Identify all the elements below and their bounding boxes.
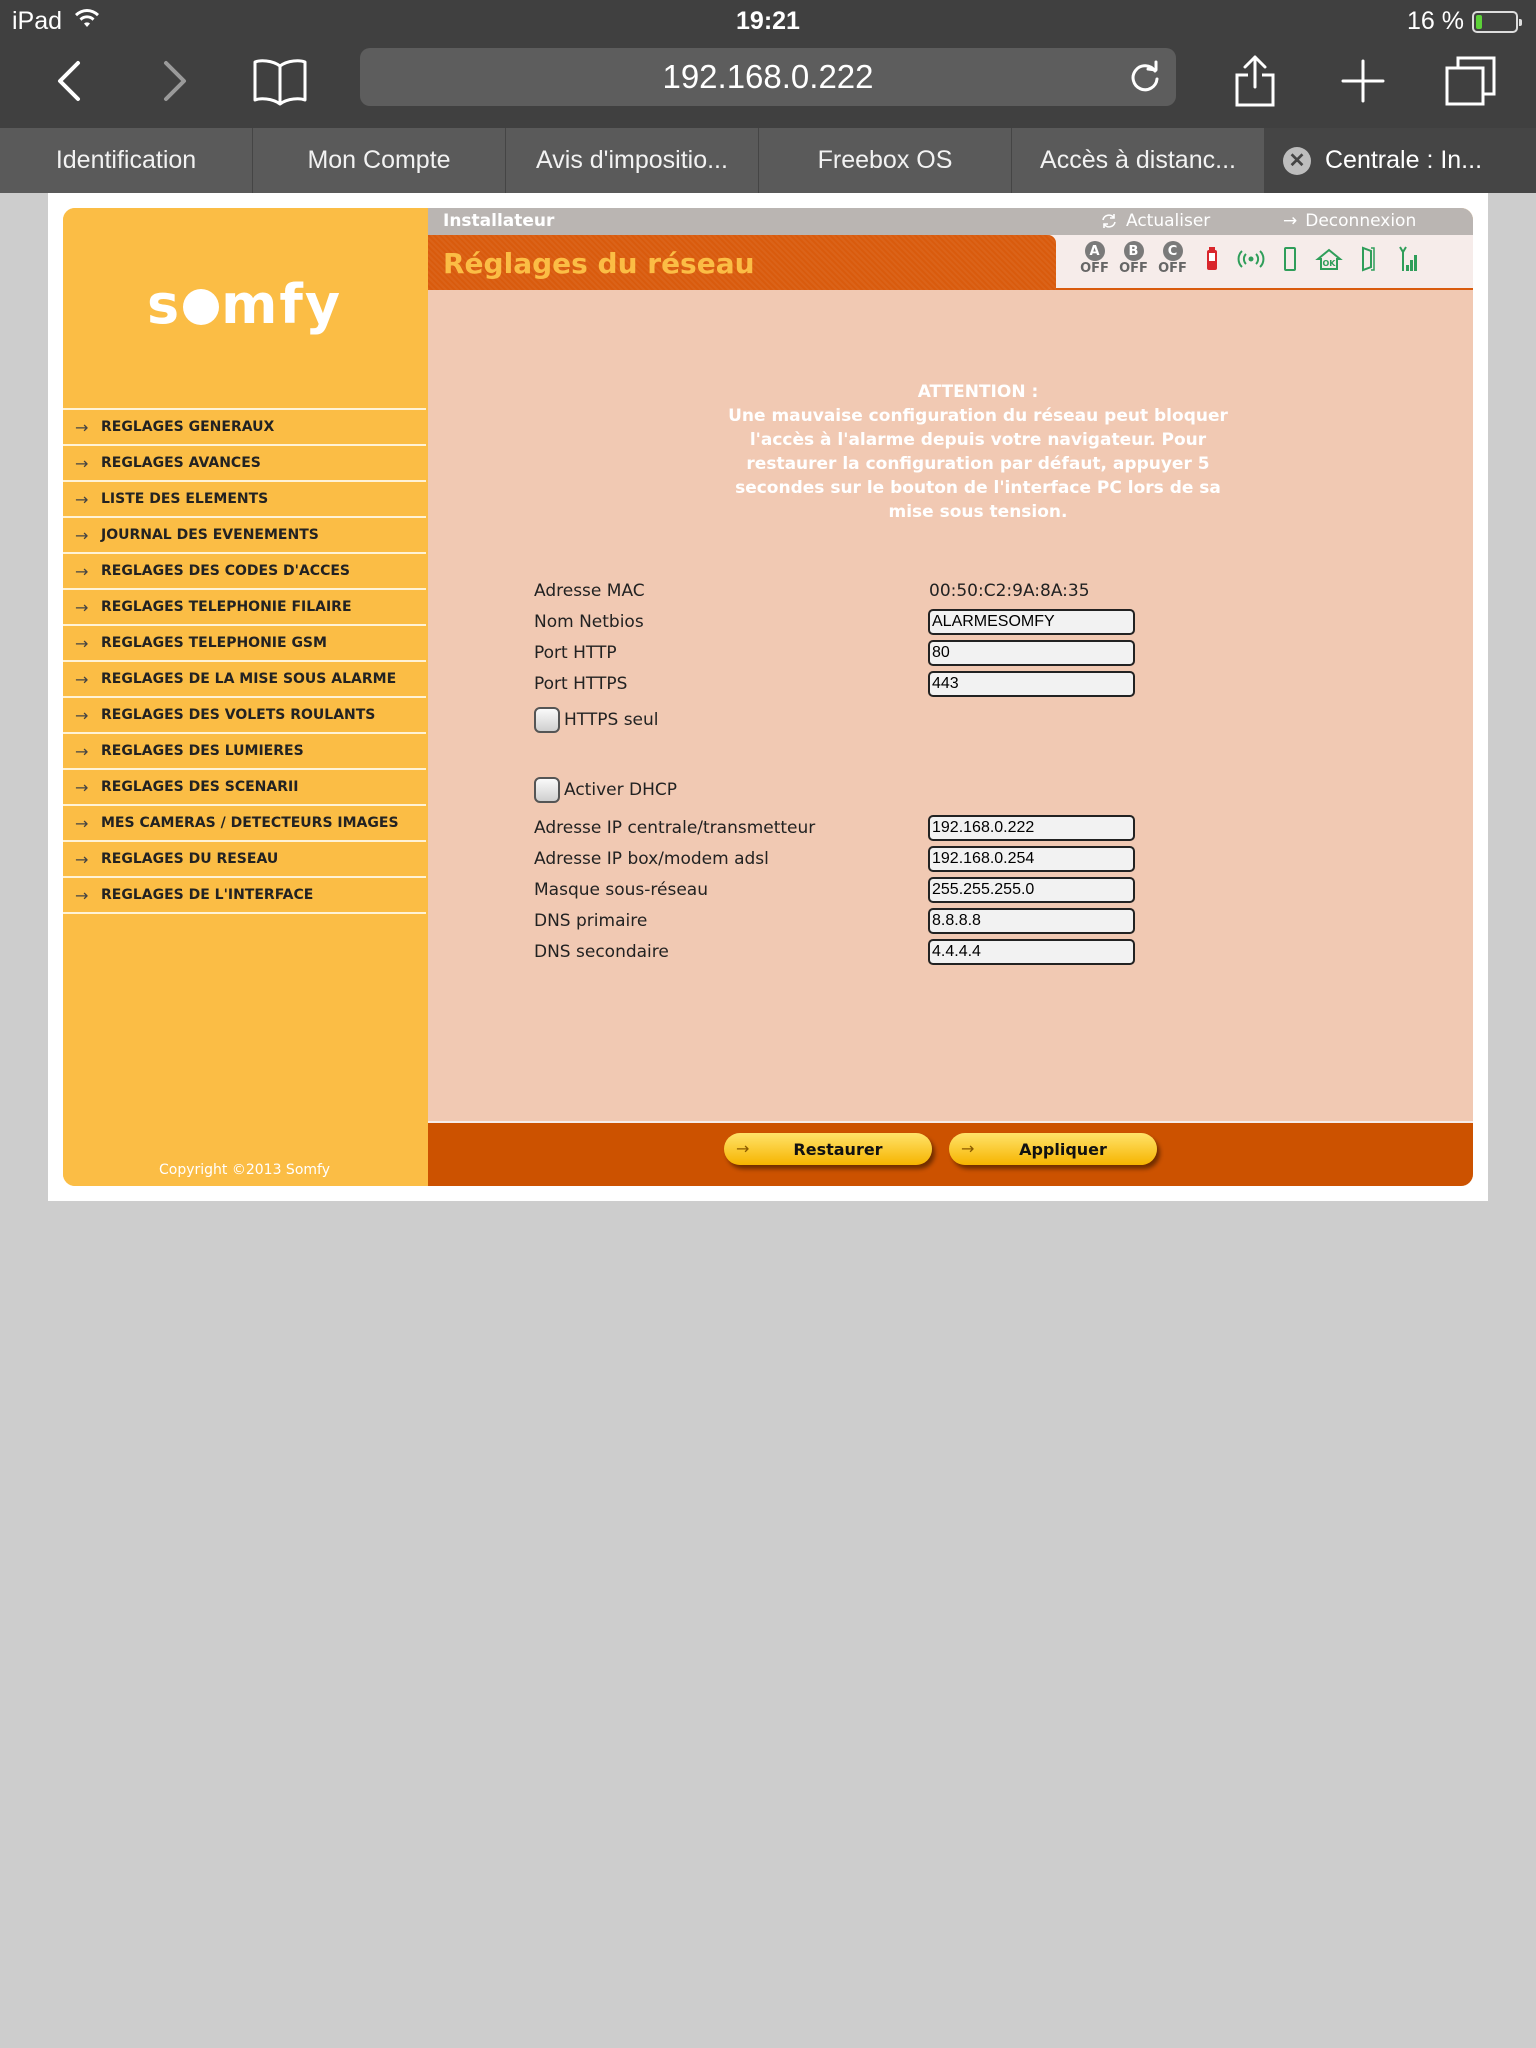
https-port-input[interactable] (928, 671, 1135, 697)
tab-strip (0, 128, 1536, 193)
mac-label: Adresse MAC (534, 581, 645, 601)
action-bar (428, 1121, 1473, 1186)
arrow-right-icon: → (75, 777, 89, 797)
gateway-label: Adresse IP box/modem adsl (534, 849, 769, 869)
warning-line: restaurer la configuration par défaut, appuyer 5 (746, 454, 1210, 474)
status-bar (0, 0, 1536, 40)
https-only-label: HTTPS seul (564, 710, 659, 730)
somfy-frame (63, 208, 1473, 1186)
arrow-right-icon: → (75, 597, 89, 617)
user-role: Installateur (443, 211, 555, 231)
battery-icon (1197, 241, 1226, 277)
menu-journal-evenements[interactable] (63, 518, 426, 554)
menu-mise-sous-alarme[interactable] (63, 662, 426, 698)
top-bar (428, 208, 1473, 235)
arrow-right-icon: → (75, 633, 89, 653)
plus-icon (1339, 57, 1387, 105)
menu-label: JOURNAL DES EVENEMENTS (101, 527, 319, 543)
arrow-right-icon: → (75, 561, 89, 581)
door-icon (1353, 241, 1382, 277)
close-tab-icon[interactable]: ✕ (1283, 147, 1311, 175)
title-box (428, 235, 1056, 290)
row-ip (534, 815, 1434, 843)
netbios-input[interactable] (928, 609, 1135, 635)
arrow-right-icon: → (961, 1139, 975, 1158)
title-bar (428, 235, 1473, 290)
dhcp-checkbox[interactable] (534, 777, 560, 803)
chevron-right-icon (160, 59, 190, 103)
ip-address-input[interactable] (928, 815, 1135, 841)
gateway-input[interactable] (928, 846, 1135, 872)
tab-avis-imposition[interactable] (506, 128, 759, 193)
ip-address-label: Adresse IP centrale/transmetteur (534, 818, 816, 838)
arrow-right-icon: → (75, 813, 89, 833)
tab-acces-distance[interactable] (1012, 128, 1265, 193)
battery-icon (1472, 11, 1518, 33)
dns-primary-label: DNS primaire (534, 911, 648, 931)
tab-mon-compte[interactable] (253, 128, 506, 193)
tab-label: Mon Compte (307, 146, 451, 174)
warning-line: l'accès à l'alarme depuis votre navigateur. Pour (749, 430, 1207, 450)
system-status-icons (1080, 241, 1421, 277)
book-icon (252, 56, 308, 106)
reload-icon[interactable] (1126, 58, 1164, 96)
arrow-right-icon: → (75, 669, 89, 689)
menu-reglages-interface[interactable] (63, 878, 426, 914)
arrow-right-icon: → (75, 849, 89, 869)
menu-codes-acces[interactable] (63, 554, 426, 590)
menu-reglages-generaux[interactable] (63, 410, 426, 446)
menu-label: REGLAGES DES LUMIERES (101, 743, 304, 759)
tab-label: Centrale : In... (1325, 146, 1483, 174)
arrow-right-icon: → (75, 705, 89, 725)
arrow-right-icon: → (1283, 211, 1298, 231)
menu-label: REGLAGES DES VOLETS ROULANTS (101, 707, 376, 723)
apply-label: Appliquer (1019, 1139, 1107, 1159)
zone-state: OFF (1119, 261, 1148, 276)
logo-text: s mfy (146, 273, 343, 336)
refresh-icon (1100, 213, 1118, 229)
tabs-icon (1444, 54, 1498, 108)
tab-label: Accès à distanc... (1040, 146, 1236, 174)
menu-label: REGLAGES GENERAUX (101, 419, 275, 435)
arrow-right-icon: → (75, 417, 89, 437)
bookmarks-button[interactable] (245, 46, 315, 116)
share-icon (1233, 53, 1277, 109)
menu-label: REGLAGES DE LA MISE SOUS ALARME (101, 671, 397, 687)
warning-line: Une mauvaise configuration du réseau peut bloquer (728, 406, 1228, 426)
zone-state: OFF (1158, 261, 1187, 276)
http-port-label: Port HTTP (534, 643, 617, 663)
row-http (534, 640, 1434, 668)
subnet-mask-input[interactable] (928, 877, 1135, 903)
chevron-left-icon (54, 59, 84, 103)
tab-label: Freebox OS (817, 146, 953, 174)
zone-a-status (1080, 241, 1109, 277)
tab-label: Avis d'impositio... (536, 146, 728, 174)
tab-identification[interactable] (0, 128, 253, 193)
sidebar-menu (63, 408, 426, 914)
svg-text:OK: OK (1322, 259, 1335, 268)
warning-message (578, 380, 1378, 524)
arrow-right-icon: → (75, 453, 89, 473)
radio-signal-icon (1236, 241, 1265, 277)
zone-letter: A (1085, 241, 1105, 261)
menu-label: MES CAMERAS / DETECTEURS IMAGES (101, 815, 399, 831)
menu-volets-roulants[interactable] (63, 698, 426, 734)
zone-b-status (1119, 241, 1148, 277)
page-title: Réglages du réseau (443, 247, 755, 280)
sim-card-icon (1275, 241, 1304, 277)
tab-centrale[interactable] (1265, 128, 1536, 193)
menu-label: LISTE DES ELEMENTS (101, 491, 269, 507)
refresh-link[interactable] (1100, 211, 1210, 231)
back-button[interactable] (34, 46, 104, 116)
menu-scenarii[interactable] (63, 770, 426, 806)
row-dns1 (534, 908, 1434, 936)
arrow-right-icon: → (75, 741, 89, 761)
browser-toolbar (0, 40, 1536, 128)
warning-line: secondes sur le bouton de l'interface PC lors de sa (735, 478, 1221, 498)
apply-button[interactable] (949, 1133, 1157, 1165)
logout-label: Deconnexion (1305, 211, 1417, 231)
http-port-input[interactable] (928, 640, 1135, 666)
https-only-checkbox[interactable] (534, 707, 560, 733)
https-port-label: Port HTTPS (534, 674, 628, 694)
dns-secondary-input[interactable] (928, 939, 1135, 965)
menu-label: REGLAGES DES SCENARII (101, 779, 299, 795)
menu-liste-elements[interactable] (63, 482, 426, 518)
menu-telephonie-filaire[interactable] (63, 590, 426, 626)
main-panel (428, 208, 1473, 1186)
row-mac (534, 578, 1434, 606)
tabs-overview-button[interactable] (1436, 46, 1506, 116)
share-button[interactable] (1220, 46, 1290, 116)
web-page (48, 193, 1488, 1201)
forward-button[interactable] (140, 46, 210, 116)
copyright: Copyright ©2013 Somfy (159, 1162, 330, 1178)
sidebar (63, 208, 426, 1186)
logout-link[interactable] (1283, 211, 1416, 231)
url-text: 192.168.0.222 (662, 58, 874, 95)
dhcp-option (534, 775, 834, 805)
warning-line: mise sous tension. (888, 502, 1068, 522)
menu-lumieres[interactable] (63, 734, 426, 770)
menu-cameras-detecteurs[interactable] (63, 806, 426, 842)
row-gateway (534, 846, 1434, 874)
zone-letter: B (1124, 241, 1144, 261)
arrow-right-icon: → (75, 525, 89, 545)
zone-c-status (1158, 241, 1187, 277)
menu-reglages-reseau[interactable] (63, 842, 426, 878)
row-netbios (534, 609, 1434, 637)
https-only-option (534, 705, 834, 735)
arrow-right-icon: → (75, 885, 89, 905)
device-name: iPad (12, 7, 63, 35)
clock: 19:21 (736, 7, 800, 35)
battery-percent: 16 % (1407, 7, 1464, 35)
restore-label: Restaurer (793, 1139, 883, 1159)
dns-secondary-label: DNS secondaire (534, 942, 669, 962)
row-dns2 (534, 939, 1434, 967)
warning-title: ATTENTION : (917, 382, 1039, 402)
dhcp-label: Activer DHCP (564, 780, 677, 800)
menu-reglages-avances[interactable] (63, 446, 426, 482)
new-tab-button[interactable] (1328, 46, 1398, 116)
logo-dot (183, 289, 219, 325)
menu-label: REGLAGES DES CODES D'ACCES (101, 563, 350, 579)
arrow-right-icon: → (736, 1139, 750, 1158)
arrow-right-icon: → (75, 489, 89, 509)
restore-button[interactable] (724, 1133, 932, 1165)
zone-letter: C (1163, 241, 1183, 261)
home-ok-icon (1314, 241, 1343, 277)
menu-label: REGLAGES AVANCES (101, 455, 261, 471)
mac-value: 00:50:C2:9A:8A:35 (929, 581, 1090, 601)
menu-telephonie-gsm[interactable] (63, 626, 426, 662)
netbios-label: Nom Netbios (534, 612, 644, 632)
zone-state: OFF (1080, 261, 1109, 276)
dns-primary-input[interactable] (928, 908, 1135, 934)
gsm-signal-icon (1392, 241, 1421, 277)
row-mask (534, 877, 1434, 905)
subnet-mask-label: Masque sous-réseau (534, 880, 708, 900)
row-https (534, 671, 1434, 699)
menu-label: REGLAGES DE L'INTERFACE (101, 887, 314, 903)
menu-label: REGLAGES TELEPHONIE FILAIRE (101, 599, 352, 615)
refresh-label: Actualiser (1126, 211, 1211, 231)
tab-freebox-os[interactable] (759, 128, 1012, 193)
url-bar[interactable] (360, 48, 1176, 106)
somfy-logo (63, 273, 426, 336)
menu-label: REGLAGES TELEPHONIE GSM (101, 635, 327, 651)
menu-label: REGLAGES DU RESEAU (101, 851, 279, 867)
tab-label: Identification (55, 146, 197, 174)
